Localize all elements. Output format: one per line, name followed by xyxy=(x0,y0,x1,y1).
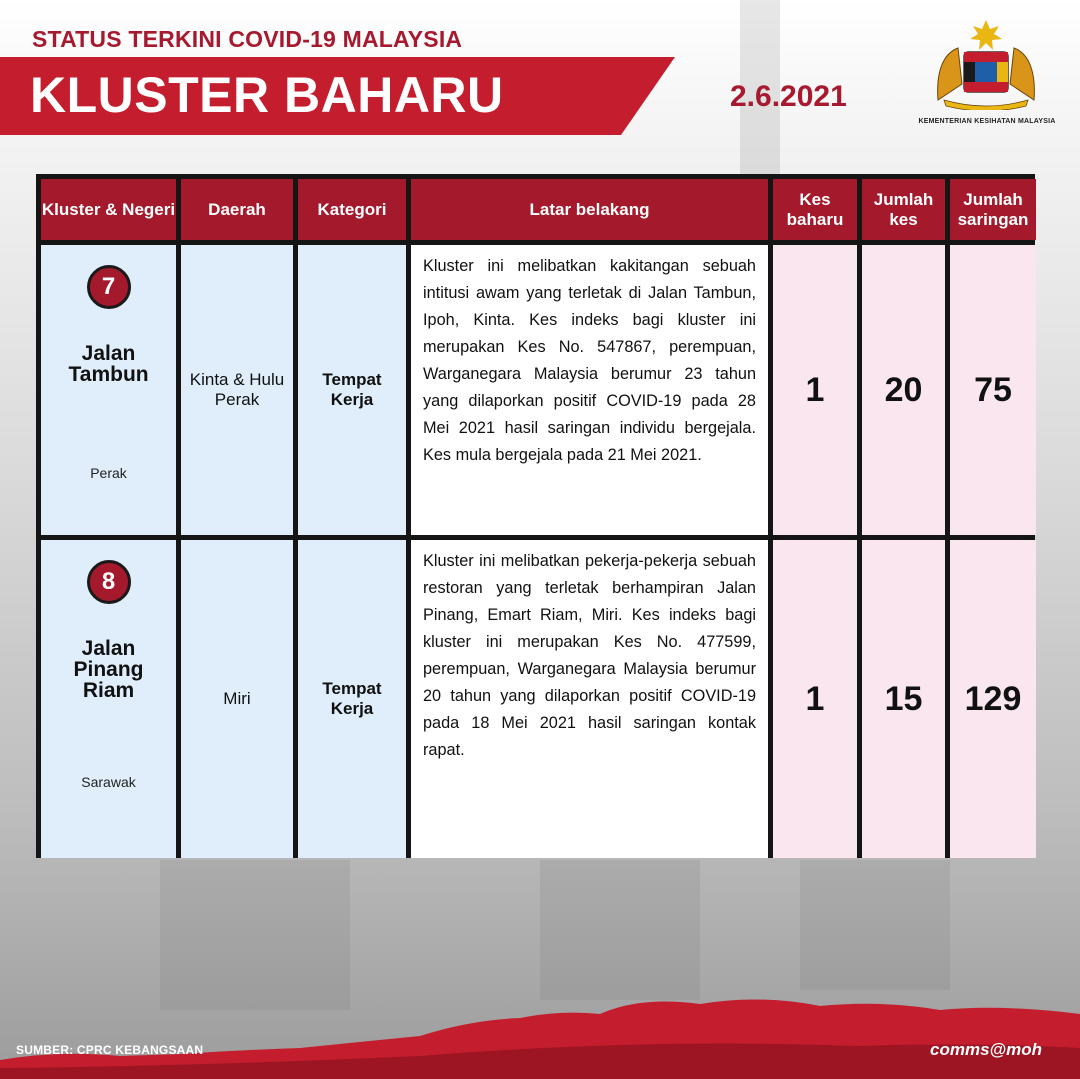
cluster-number-badge: 8 xyxy=(87,560,131,604)
new-cases-value: 1 xyxy=(805,370,825,409)
column-header-district: Daerah xyxy=(181,179,293,240)
cluster-state: Sarawak xyxy=(81,774,136,790)
total-cases-cell xyxy=(862,540,945,858)
source-label: SUMBER: CPRC KEBANGSAAN xyxy=(16,1043,204,1057)
column-header-total-cases: Jumlah kes xyxy=(862,179,945,240)
district-value: Miri xyxy=(223,688,251,708)
total-screened-cell xyxy=(950,540,1036,858)
column-header-total-screened: Jumlah saringan xyxy=(950,179,1036,240)
total-cases-value: 15 xyxy=(884,679,923,718)
district-cell xyxy=(181,540,293,858)
new-cases-cell xyxy=(773,245,857,535)
cluster-name: Jalan Tambun xyxy=(68,342,149,386)
brand-label: comms@moh xyxy=(930,1040,1042,1059)
total-cases-value: 20 xyxy=(884,370,923,409)
decorative-red-wave xyxy=(0,990,1080,1079)
total-screened-value: 129 xyxy=(964,679,1022,718)
column-header-cluster: Kluster & Negeri xyxy=(41,179,176,240)
new-cases-cell xyxy=(773,540,857,858)
total-screened-cell xyxy=(950,245,1036,535)
ministry-label: KEMENTERIAN KESIHATAN MALAYSIA xyxy=(918,118,1056,125)
district-value: Kinta & Hulu Perak xyxy=(189,369,285,409)
cluster-number-badge: 7 xyxy=(87,265,131,309)
category-value: Tempat Kerja xyxy=(322,678,382,718)
total-screened-value: 75 xyxy=(974,370,1012,409)
district-cell xyxy=(181,245,293,535)
column-header-category: Kategori xyxy=(298,179,406,240)
cluster-state: Perak xyxy=(90,465,127,481)
column-header-background: Latar belakang xyxy=(411,179,768,240)
cluster-name: Jalan Pinang Riam xyxy=(73,637,144,702)
background-building xyxy=(800,860,950,990)
category-value: Tempat Kerja xyxy=(322,369,382,409)
background-text: Kluster ini melibatkan pekerja-pekerja sebuah restoran yang terletak berhampiran Jalan Pinang, Emart Riam, Miri. Kes indeks bagi kluster ini merupakan Kes No. 477599, perempuan, Warganegara Malaysia berumur 20 tahun yang dilaporkan positif COVID-19 pada 18 Mei 2021 hasil saringan kontak rapat. xyxy=(411,540,768,858)
report-date: 2.6.2021 xyxy=(730,80,847,113)
category-cell xyxy=(298,540,406,858)
cluster-cell xyxy=(41,540,176,858)
page-title: KLUSTER BAHARU xyxy=(30,67,504,123)
new-cases-value: 1 xyxy=(805,679,825,718)
column-header-new-cases: Kes baharu xyxy=(773,179,857,240)
background-building xyxy=(540,860,700,1000)
cluster-table xyxy=(36,174,1035,858)
supertitle: STATUS TERKINI COVID-19 MALAYSIA xyxy=(32,26,463,52)
background-building xyxy=(160,860,350,1010)
coat-of-arms-icon xyxy=(930,14,1042,110)
cluster-cell xyxy=(41,245,176,535)
category-cell xyxy=(298,245,406,535)
background-text: Kluster ini melibatkan kakitangan sebuah intitusi awam yang terletak di Jalan Tambun, Ipoh, Kinta. Kes indeks bagi kluster ini merupakan Kes No. 547867, perempuan, Warganegara Malaysia berumur 23 tahun yang dilaporkan positif COVID-19 pada 28 Mei 2021 hasil saringan individu bergejala. Kes mula bergejala pada 21 Mei 2021. xyxy=(411,245,768,535)
total-cases-cell xyxy=(862,245,945,535)
